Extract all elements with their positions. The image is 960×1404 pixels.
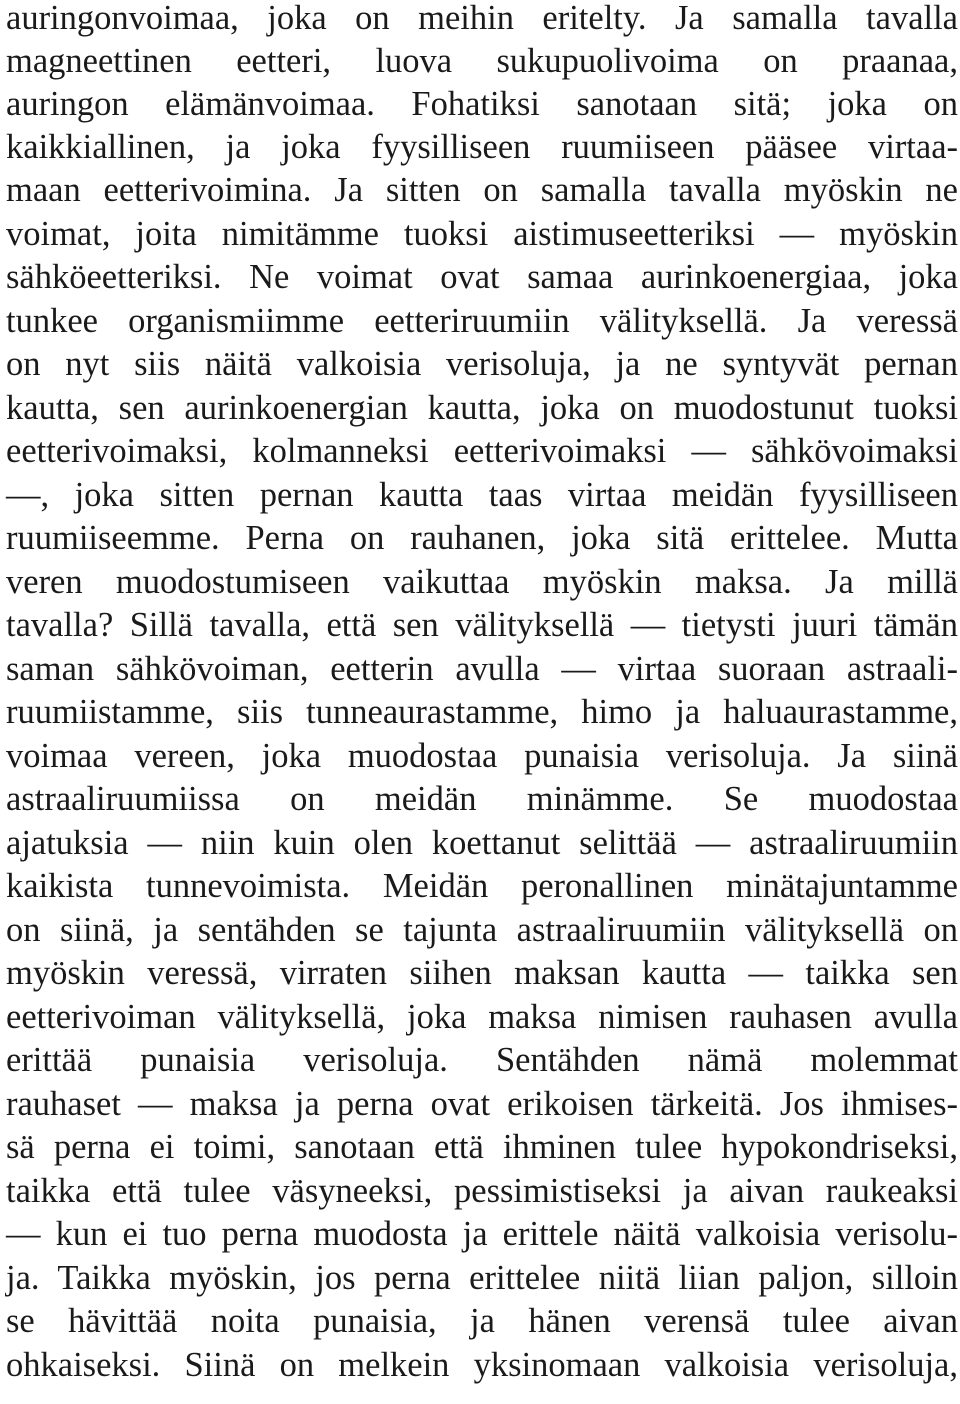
text-line: voimaa vereen, joka muodostaa punaisia verisoluja. Ja siinä: [6, 737, 958, 775]
text-line: auringonvoimaa, joka on meihin eritelty. Ja samalla tavalla: [6, 0, 958, 37]
text-line: erittää punaisia verisoluja. Sentähden nämä molemmat: [6, 1041, 958, 1079]
text-line: sä perna ei toimi, sanotaan että ihminen tulee hypokondriseksi,: [6, 1128, 958, 1166]
text-line: kaikista tunnevoimista. Meidän peronallinen minätajuntamme: [6, 867, 958, 905]
text-line: kautta, sen aurinkoenergian kautta, joka on muodostunut tuoksi: [6, 389, 958, 427]
text-line: taikka että tulee väsyneeksi, pessimistiseksi ja aivan raukeaksi: [6, 1172, 958, 1210]
text-line: kaikkiallinen, ja joka fyysilliseen ruumiiseen pääsee virtaa-: [6, 128, 958, 166]
text-line: sähköeetteriksi. Ne voimat ovat samaa aurinkoenergiaa, joka: [6, 258, 958, 296]
text-line: ruumiiseemme. Perna on rauhanen, joka sitä erittelee. Mutta: [6, 519, 958, 557]
text-line: auringon elämänvoimaa. Fohatiksi sanotaan sitä; joka on: [6, 85, 958, 123]
text-line: astraaliruumiissa on meidän minämme. Se muodostaa: [6, 780, 958, 818]
text-line: tavalla? Sillä tavalla, että sen välityksellä — tietysti juuri tämän: [6, 606, 958, 644]
text-line: — kun ei tuo perna muodosta ja erittele näitä valkoisia verisolu-: [6, 1215, 958, 1253]
text-line: tunkee organismiimme eetteriruumiin välityksellä. Ja veressä: [6, 302, 958, 340]
text-line: eetterivoiman välityksellä, joka maksa nimisen rauhasen avulla: [6, 998, 958, 1036]
text-line: myöskin veressä, virraten siihen maksan kautta — taikka sen: [6, 954, 958, 992]
text-line: voimat, joita nimitämme tuoksi aistimuseetteriksi — myöskin: [6, 215, 958, 253]
text-line: on nyt siis näitä valkoisia verisoluja, ja ne syntyvät pernan: [6, 345, 958, 383]
text-line: ruumiistamme, siis tunneaurastamme, himo ja haluaurastamme,: [6, 693, 958, 731]
text-line: maan eetterivoimina. Ja sitten on samalla tavalla myöskin ne: [6, 171, 958, 209]
text-line: ja. Taikka myöskin, jos perna erittelee niitä liian paljon, silloin: [6, 1259, 958, 1297]
text-line: —, joka sitten pernan kautta taas virtaa meidän fyysilliseen: [6, 476, 958, 514]
text-line: ohkaiseksi. Siinä on melkein yksinomaan valkoisia verisoluja,: [6, 1346, 958, 1384]
text-line: rauhaset — maksa ja perna ovat erikoisen tärkeitä. Jos ihmises-: [6, 1085, 958, 1123]
text-line: veren muodostumiseen vaikuttaa myöskin maksa. Ja millä: [6, 563, 958, 601]
text-line: magneettinen eetteri, luova sukupuolivoima on praanaa,: [6, 42, 958, 80]
text-line: saman sähkövoiman, eetterin avulla — virtaa suoraan astraali-: [6, 650, 958, 688]
text-line: eetterivoimaksi, kolmanneksi eetterivoimaksi — sähkövoimaksi: [6, 432, 958, 470]
text-line: on siinä, ja sentähden se tajunta astraaliruumiin välityksellä on: [6, 911, 958, 949]
text-line: se hävittää noita punaisia, ja hänen verensä tulee aivan: [6, 1302, 958, 1340]
text-line: ajatuksia — niin kuin olen koettanut selittää — astraaliruumiin: [6, 824, 958, 862]
